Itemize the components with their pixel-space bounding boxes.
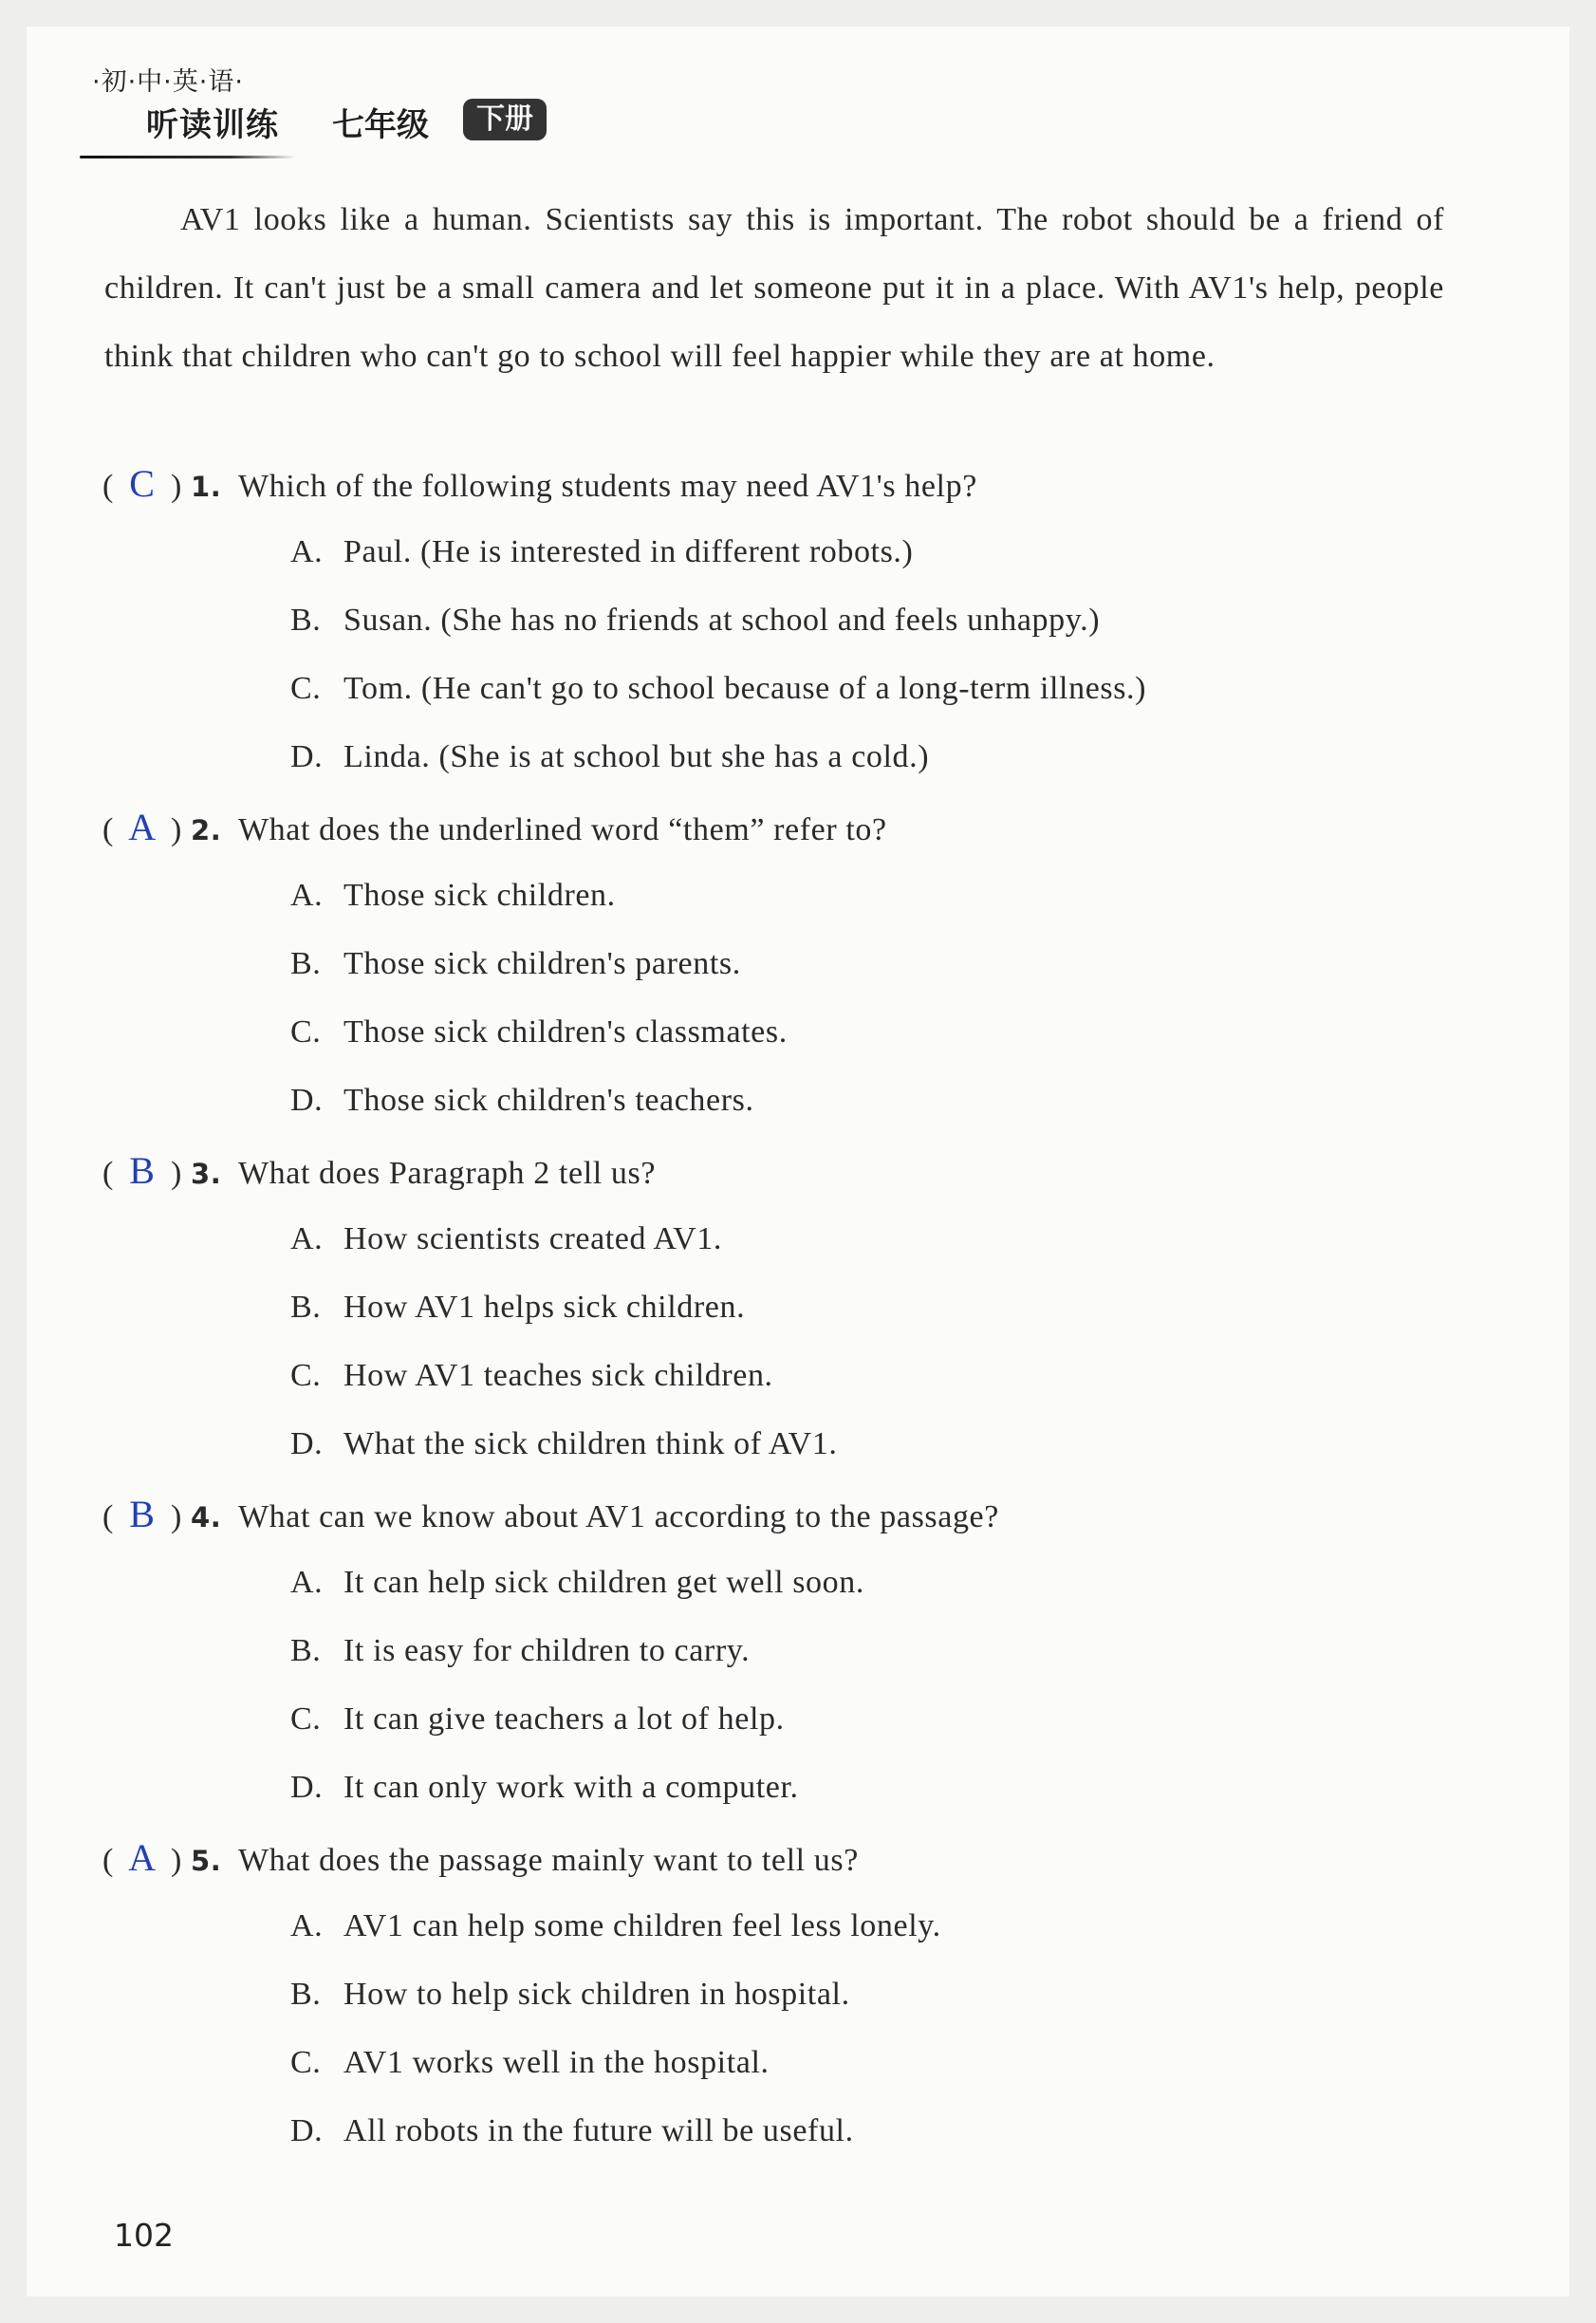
option-letter: B. [290,603,322,638]
option-text: How to help sick children in hospital. [343,1977,850,2012]
option-3d [290,1422,838,1467]
option-letter: D. [290,1770,324,1805]
option-text: Those sick children's classmates. [343,1014,788,1050]
question-3: ( B ) 3. What does Paragraph 2 tell us? [102,1148,656,1194]
option-letter: A. [290,534,324,569]
option-letter: D. [290,739,324,774]
option-letter: D. [290,1426,324,1461]
option-letter: A. [290,1221,324,1256]
option-3a [290,1217,722,1262]
option-letter: B. [290,1977,322,2012]
option-text: It is easy for children to carry. [343,1633,751,1668]
grade-label: 七年级 [332,106,429,144]
option-4c [290,1697,785,1742]
question-number: 4. [190,1501,222,1533]
option-text: Those sick children. [343,878,616,913]
option-text: Those sick children's teachers. [343,1083,754,1118]
option-1d [290,734,929,780]
option-4b [290,1628,750,1674]
answer-3: B [129,1149,156,1192]
question-number: 5. [190,1845,222,1877]
question-number: 1. [190,471,222,503]
option-text: What the sick children think of AV1. [343,1426,838,1461]
option-letter: C. [290,1014,322,1050]
option-letter: B. [290,946,322,981]
option-text: Paul. (He is interested in different robots.) [343,534,914,569]
option-letter: C. [290,2045,322,2080]
option-1a [290,530,913,575]
answer-4: B [129,1493,156,1535]
option-text: How scientists created AV1. [343,1221,722,1256]
option-letter: A. [290,1565,324,1600]
option-1c [290,666,1146,712]
answer-1: C [129,462,156,505]
question-text: What does Paragraph 2 tell us? [237,1156,657,1191]
option-4a [290,1560,864,1606]
question-1: ( C ) 1. Which of the following students may need AV1's help? [102,461,977,507]
book-title: 听读训练 [146,106,279,144]
question-text: Which of the following students may need AV1's help? [237,469,977,504]
question-text: What does the passage mainly want to tell us? [237,1843,859,1878]
question-5: ( A ) 5. What does the passage mainly want to tell us? [102,1835,859,1881]
option-5a [290,1904,941,1949]
header-underline [80,156,296,158]
answer-5: A [128,1836,157,1879]
option-text: AV1 can help some children feel less lonely. [343,1908,941,1943]
option-letter: C. [290,1358,322,1393]
option-3b [290,1285,745,1330]
question-number: 2. [190,814,222,846]
question-text: What can we know about AV1 according to the passage? [237,1499,999,1534]
option-5d [290,2109,854,2154]
option-text: It can help sick children get well soon. [343,1565,864,1600]
option-letter: D. [290,2113,324,2148]
option-2c [290,1010,788,1055]
option-letter: B. [290,1633,322,1668]
series-label: ·初·中·英·语· [92,67,244,97]
option-4d [290,1765,799,1811]
answer-2: A [128,806,157,848]
page-number: 102 [114,2217,174,2254]
option-2b [290,941,741,987]
option-letter: C. [290,1701,322,1737]
option-letter: C. [290,671,322,706]
question-number: 3. [190,1158,222,1190]
option-text: How AV1 helps sick children. [343,1290,746,1325]
option-3c [290,1353,773,1399]
option-text: Those sick children's parents. [343,946,741,981]
passage-paragraph [104,186,1444,391]
option-letter: A. [290,878,324,913]
option-5b [290,1972,850,2017]
option-text: How AV1 teaches sick children. [343,1358,773,1393]
question-4: ( B ) 4. What can we know about AV1 according to the passage? [102,1492,999,1537]
option-text: It can give teachers a lot of help. [343,1701,785,1737]
volume-badge: 下册 [463,99,547,140]
option-5c [290,2040,770,2086]
option-letter: D. [290,1083,324,1118]
passage-text: AV1 looks like a human. Scientists say this is important. The robot should be a friend of children. It can't just be a small camera and let someone put it in a place. With AV1's help, people think that children who can't go to school will feel happier while they are at home. [104,202,1444,374]
option-text: AV1 works well in the hospital. [343,2045,770,2080]
question-text: What does the underlined word “them” refer to? [237,812,887,847]
question-2: ( A ) 2. What does the underlined word “them” refer to? [102,805,887,850]
option-2d [290,1078,754,1124]
option-letter: B. [290,1290,322,1325]
option-text: It can only work with a computer. [343,1770,799,1805]
option-2a [290,873,616,919]
option-1b [290,598,1100,643]
option-text: Tom. (He can't go to school because of a long-term illness.) [343,671,1147,706]
option-letter: A. [290,1908,324,1943]
option-text: All robots in the future will be useful. [343,2113,854,2148]
option-text: Linda. (She is at school but she has a cold.) [343,739,930,774]
option-text: Susan. (She has no friends at school and feels unhappy.) [343,603,1101,638]
